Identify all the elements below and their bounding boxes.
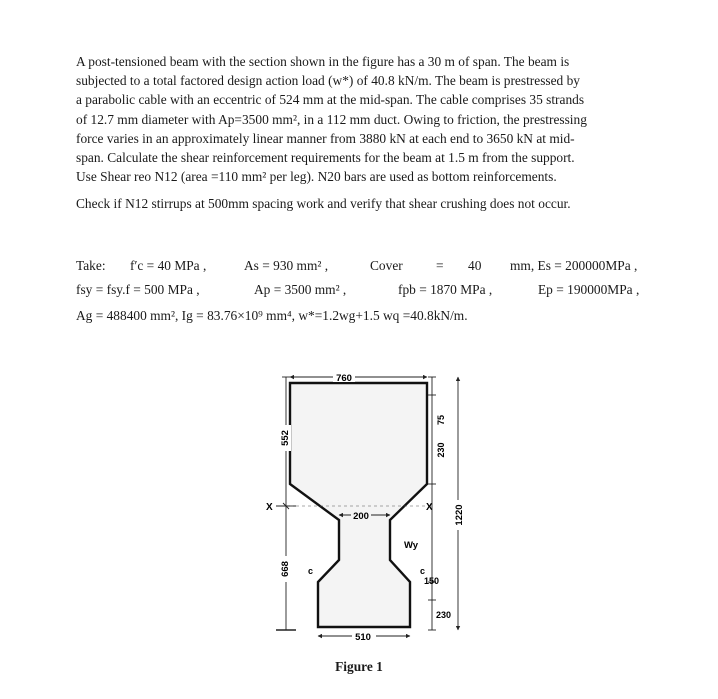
axis-x-right: X [426, 502, 433, 513]
dim-right-total: 1220 [454, 504, 465, 526]
dim-bottom-width: 510 [355, 632, 371, 643]
problem-line: of 12.7 mm diameter with Ap=3500 mm², in a 112 mm duct. Owing to friction, the prestressing [76, 111, 587, 127]
dim-right-75: 75 [436, 414, 446, 426]
dim-right-150: 150 [424, 576, 440, 586]
problem-line: Use Shear reo N12 (area =110 mm² per leg). N20 bars are used as bottom reinforcements. [76, 169, 557, 185]
given-fpb: fpb = 1870 MPa , [398, 282, 493, 297]
given-fsy: fsy = fsy.f = 500 MPa , [76, 282, 200, 297]
task-line: Check if N12 stirrups at 500mm spacing work and verify that shear crushing does not occur. [76, 196, 571, 211]
problem-line: a parabolic cable with an eccentric of 524 mm at the mid-span. The cable comprises 35 strands [76, 92, 585, 108]
given-as: As = 930 mm² , [244, 258, 329, 273]
dim-right-230-top: 230 [436, 442, 446, 458]
c-right: c [420, 566, 426, 576]
given-fc: f′c = 40 MPa , [130, 258, 207, 273]
given-row-3: Ag = 488400 mm², Ig = 83.76×10⁹ mm⁴, w*=1.2wg+1.5 wq =40.8kN/m. [76, 308, 468, 323]
wy-label: Wy [404, 540, 419, 551]
beam-section-outline [290, 383, 427, 627]
take-label: Take: [76, 258, 106, 273]
dim-top-width: 760 [336, 373, 352, 384]
given-cover-eq: = [436, 258, 444, 273]
dim-web-width: 200 [353, 511, 369, 522]
problem-line: span. Calculate the shear reinforcement requirements for the beam at 1.5 m from the support. [76, 150, 575, 166]
dim-left-top: 552 [280, 430, 291, 446]
given-es: mm, Es = 200000MPa , [510, 258, 638, 273]
problem-line: subjected to a total factored design action load (w*) of 40.8 kN/m. The beam is prestressed by [76, 73, 580, 89]
given-cover-value: 40 [468, 258, 482, 273]
axis-x-left: X [266, 502, 273, 513]
dim-right-230-bottom: 230 [436, 610, 452, 620]
given-ap: Ap = 3500 mm² , [254, 282, 347, 297]
given-ep: Ep = 190000MPa , [538, 282, 640, 297]
figure-caption: Figure 1 [335, 659, 383, 674]
dim-left-bottom: 668 [280, 561, 291, 577]
problem-line: A post-tensioned beam with the section shown in the figure has a 30 m of span. The beam is [76, 54, 570, 69]
given-cover-label: Cover [370, 258, 403, 273]
problem-line: force varies in an approximately linear manner from 3880 kN at each end to 3650 kN at mid- [76, 130, 575, 146]
c-left: c [308, 566, 314, 576]
